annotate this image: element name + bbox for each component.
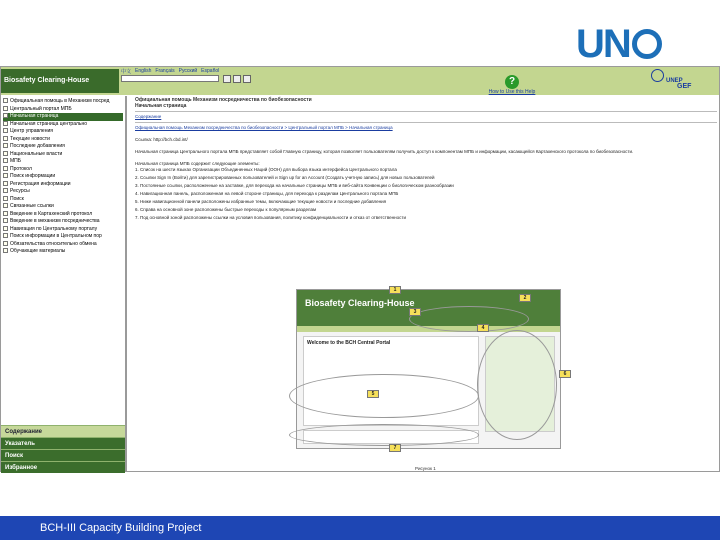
toc-item[interactable]: Поиск — [3, 196, 123, 204]
sidebar-tab[interactable]: Поиск — [1, 449, 125, 461]
banner-logo: Biosafety Clearing-House — [1, 69, 119, 93]
unep-logo: UNEP — [651, 69, 711, 93]
book-icon — [3, 188, 8, 193]
toc-item[interactable]: Введение в механизм посредничества — [3, 218, 123, 226]
book-icon — [3, 113, 8, 118]
book-icon — [3, 181, 8, 186]
figure-screenshot — [296, 287, 567, 451]
toc-item[interactable]: Поиск информации в Центральном пор — [3, 233, 123, 241]
book-icon — [3, 136, 8, 141]
search-icon[interactable] — [223, 75, 231, 83]
toc-tree — [1, 96, 125, 258]
book-icon — [3, 173, 8, 178]
slide-footer: BCH-III Capacity Building Project — [0, 516, 720, 540]
book-icon — [3, 128, 8, 133]
gef-logo: GEF — [677, 83, 692, 90]
sidebar-tab[interactable]: Содержание — [1, 425, 125, 437]
list-item: 7. Под основной зоной расположены ссылки на условия пользования, политику конфиденциальности и отказ от ответственности — [135, 215, 406, 220]
toc-item[interactable]: Обучающие материалы — [3, 248, 123, 256]
figure-panel: Welcome to the BCH Central Portal — [303, 336, 479, 426]
toc-item[interactable]: МПБ — [3, 158, 123, 166]
sidebar-tabs — [1, 425, 125, 473]
marker-4: 4 — [477, 324, 489, 332]
lang-link[interactable]: English — [135, 68, 152, 74]
book-icon — [3, 211, 8, 216]
sidebar — [1, 96, 127, 472]
list-item: 2. Ссылки Sign In (Войти) для зарегистрированных пользователей и Sign up for an Account (Создать учетную запись) для новых пользователей — [135, 175, 435, 180]
toc-item[interactable]: Протокол — [3, 166, 123, 174]
figure-caption: Рисунок 1 — [415, 466, 436, 471]
list-item: 5. Ниже навигационной панели расположены избранные темы, включающие текущие новости и последние добавления — [135, 199, 387, 204]
book-icon — [3, 121, 8, 126]
header-bar — [1, 67, 719, 95]
toc-item[interactable]: Обязательства относительно обмена — [3, 241, 123, 249]
figure-banner: Biosafety Clearing-House — [297, 290, 560, 326]
breadcrumb[interactable]: Официальная помощь Механизм посредничества по биобезопасности > Центральный портал МПБ > Начальная страница — [135, 125, 393, 130]
lang-link[interactable]: Français — [155, 68, 175, 74]
contents-link[interactable]: Содержание — [135, 114, 162, 119]
book-icon — [3, 248, 8, 253]
toc-item[interactable]: Начальная страница центрально — [3, 121, 123, 129]
marker-6: 6 — [559, 370, 571, 378]
lang-link[interactable]: Русский — [178, 68, 198, 74]
list-heading: Начальная страница МПБ содержит следующие элементы: — [135, 161, 260, 166]
book-icon — [3, 98, 8, 103]
marker-5: 5 — [367, 390, 379, 398]
toc-item[interactable]: Поиск информации — [3, 173, 123, 181]
book-icon — [3, 196, 8, 201]
help-icon: ? — [505, 75, 519, 89]
back-icon[interactable] — [243, 75, 251, 83]
sidebar-tab[interactable]: Избранное — [1, 461, 125, 473]
book-icon — [3, 233, 8, 238]
toc-item[interactable]: Начальная страница — [3, 113, 123, 121]
book-icon — [3, 203, 8, 208]
marker-1: 1 — [389, 286, 401, 294]
help-window — [0, 66, 720, 472]
print-icon[interactable] — [233, 75, 241, 83]
toc-item[interactable]: Навигация по Центральному порталу — [3, 226, 123, 234]
book-icon — [3, 106, 8, 111]
book-icon — [3, 166, 8, 171]
toc-item[interactable]: Текущие новости — [3, 136, 123, 144]
content-header: Официальная помощь Механизм посредничества по биобезопасности — [135, 97, 312, 103]
marker-3: 3 — [409, 308, 421, 316]
book-icon — [3, 226, 8, 231]
lang-link[interactable]: 中文 — [121, 69, 132, 75]
toc-item[interactable]: Регистрация информации — [3, 181, 123, 189]
book-icon — [3, 218, 8, 223]
toc-item[interactable]: Центральный портал МПБ — [3, 106, 123, 114]
book-icon — [3, 143, 8, 148]
list-item: 1. Список на шести языках Организации Объединенных Наций (ООН) для выбора языка интерфейса Центрального портала — [135, 167, 397, 172]
toc-item[interactable]: Центр управления — [3, 128, 123, 136]
page-title: Начальная страница — [135, 103, 187, 109]
list-item: 4. Навигационная панель, расположенная на левой стороне страницы, для перехода к разделам Центрального портала МПБ — [135, 191, 399, 196]
toc-item[interactable]: Ресурсы — [3, 188, 123, 196]
book-icon — [3, 241, 8, 246]
marker-7: 7 — [389, 444, 401, 452]
toc-item[interactable]: Связанные ссылки — [3, 203, 123, 211]
marker-2: 2 — [519, 294, 531, 302]
list-item: 3. Постоянные ссылки, расположенные на заставке, для перехода на начальные страницы МПБ и веб-сайта Конвенции о биологическом разнообразии — [135, 183, 454, 188]
language-bar — [121, 68, 219, 75]
page-url: Ссылка: http://bch.cbd.int/ — [135, 137, 188, 142]
intro-text: Начальная страница Центрального портала МПБ представляет собой Главную страницу, которая позволяет пользователям получить доступ к компонентам МПБ и информации, касающейся Картахенского протокола по биобезопасности. — [135, 149, 634, 154]
lang-link[interactable]: Español — [201, 68, 220, 74]
search-input[interactable] — [121, 75, 219, 82]
list-item: 6. Справа на основной зоне расположены быстрые переходы к популярным разделам — [135, 207, 317, 212]
toc-item[interactable]: Введение в Картахенский протокол — [3, 211, 123, 219]
main-content — [135, 97, 717, 469]
help-link[interactable]: ? How to Use this Help — [488, 76, 536, 95]
sidebar-tab[interactable]: Указатель — [1, 437, 125, 449]
book-icon — [3, 151, 8, 156]
toc-item[interactable]: Национальные власти — [3, 151, 123, 159]
toc-item[interactable]: Официальная помощь в Механизм посред — [3, 98, 123, 106]
un-logo: UN — [576, 22, 662, 67]
element-list — [135, 167, 717, 221]
book-icon — [3, 158, 8, 163]
toc-item[interactable]: Последние добавления — [3, 143, 123, 151]
